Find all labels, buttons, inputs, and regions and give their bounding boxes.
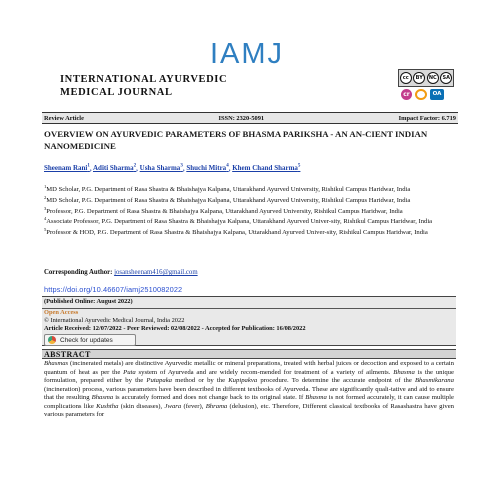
check-updates-label: Check for updates [60,336,113,344]
journal-name-line2: MEDICAL JOURNAL [60,87,173,98]
author-sup: 2 [133,164,137,169]
nc-icon: NC [427,72,439,84]
abstract-heading: ABSTRACT [42,349,456,359]
check-for-updates-button[interactable] [44,334,136,346]
article-type: Review Article [44,114,84,122]
article-title: OVERVIEW ON AYURVEDIC PARAMETERS OF BHASMA PARIKSHA - AN AN-CIENT INDIAN NANOMEDICINE [44,129,428,151]
published-online: (Published Online: August 2022) [44,298,133,305]
affiliations [44,183,456,237]
copyright: © International Ayurvedic Medical Journal, India 2022 [44,317,185,324]
author-link[interactable]: Sheenam Rani$^1$ [44,164,90,173]
crossref-icon: cr [401,89,412,100]
author-link[interactable]: Shuchi Mitra$^4$ [186,164,229,173]
index-badges [401,88,455,100]
ring-icon [415,89,427,100]
impact-factor: Impact Factor: 6.719 [398,114,456,122]
affiliation-item: $^5$Professor & HOD, P.G. Department of Rasa Shastra & Bhaishajya Kalpana, Uttarakhand Ayurved Univer-sity, Rishikul Campus Haridwar, India [44,227,428,237]
open-access-label: Open Access [44,309,79,316]
abstract-paragraph: Bhasmas (incinerated metals) are distinctive Ayurvedic metallic or mineral preparations, treated with herbal juices or decoction and exposed to a certain quantum of heat as per the Puta system of Ayurveda and are widely recom-mended for treatment of a variety of ailments. Bhasma is the unique formulation, prepared either by the Putapaka method or by the Kupipakva procedure. To determine the accurate endpoint of the Bhasmikarana (incineration) process, various parameters have been described in different textbooks of Ayurveda. These are significantly quali-tative and aid to ensure that the resulting Bhasma is accurately formed and does not change back to its original state. If Bhasma is not formed accurately, it can cause multiple complications like Kushtha (skin diseases), Jwara (fever), Bhrama (delusion), etc. Therefore, Different classical textbooks of Rasashastra have given various parameters for [44,360,455,419]
author-link[interactable]: Khem Chand Sharma$^5$ [232,164,301,173]
corresponding-label: Corresponding Author [44,269,111,276]
journal-name-line1: INTERNATIONAL AYURVEDIC [60,74,228,85]
journal-logo: IAMJ [209,38,285,70]
affiliation-item: $^1$MD Scholar, P.G. Department of Rasa Shastra & Bhaishajya Kalpana, Uttarakhand Ayurved University, Rishikul Campus Haridwar, India [44,184,411,194]
cc-icon: cc [400,72,412,84]
issn: ISSN: 2320-5091 [218,114,265,122]
affiliation-item: $^4$Associate Professor, P.G. Department of Rasa Shastra & Bhaishajya Kalpana, Uttarakhand Ayurved Univer-sity, Rishikul Campus Haridwar, India [44,216,433,226]
affiliation-item: $^2$MD Scholar, P.G. Department of Rasa Shastra & Bhaishajya Kalpana, Uttarakhand Ayurved University, Rishikul Campus Haridwar, India [44,194,411,204]
abstract-body [44,360,454,420]
journal-name [60,73,227,99]
author-link[interactable]: Aditi Sharma$^2$ [93,164,137,173]
author-sup: 5 [297,164,301,169]
sa-icon: SA [440,72,452,84]
author-link[interactable]: Usha Sharma$^3$ [139,164,183,173]
author-list: Sheenam Rani$^1$, Aditi Sharma$^2$, Usha Sharma$^3$, Shuchi Mitra$^4$, Khem Chand Sharma$^5$ [44,164,301,173]
by-icon: BY [413,72,425,84]
author-sup: 4 [226,164,229,169]
article-dates: Article Received: 12/07/2022 - Peer Reviewed: 02/08/2022 - Accepted for Publication: 16/08/2022 [44,325,306,332]
author-sup: 3 [180,164,183,169]
open-access-icon: OA [430,89,444,100]
corresponding-email-link[interactable]: josansheenam416@gmail.com [114,269,198,276]
doi-link[interactable]: https://doi.org/10.46607/iamj2510082022 [44,285,183,294]
article-info-bar [42,112,458,124]
crossmark-icon [48,336,56,344]
cc-license-badge [398,69,454,87]
affiliation-item: $^3$Professor, P.G. Department of Rasa Shastra & Bhaishajya Kalpana, Uttarakhand Ayurved University, Rishikul Campus Haridwar, India [44,205,403,215]
author-sup: 1 [87,164,90,169]
corresponding-author: Corresponding Author: josansheenam416@gmail.com [44,269,198,276]
